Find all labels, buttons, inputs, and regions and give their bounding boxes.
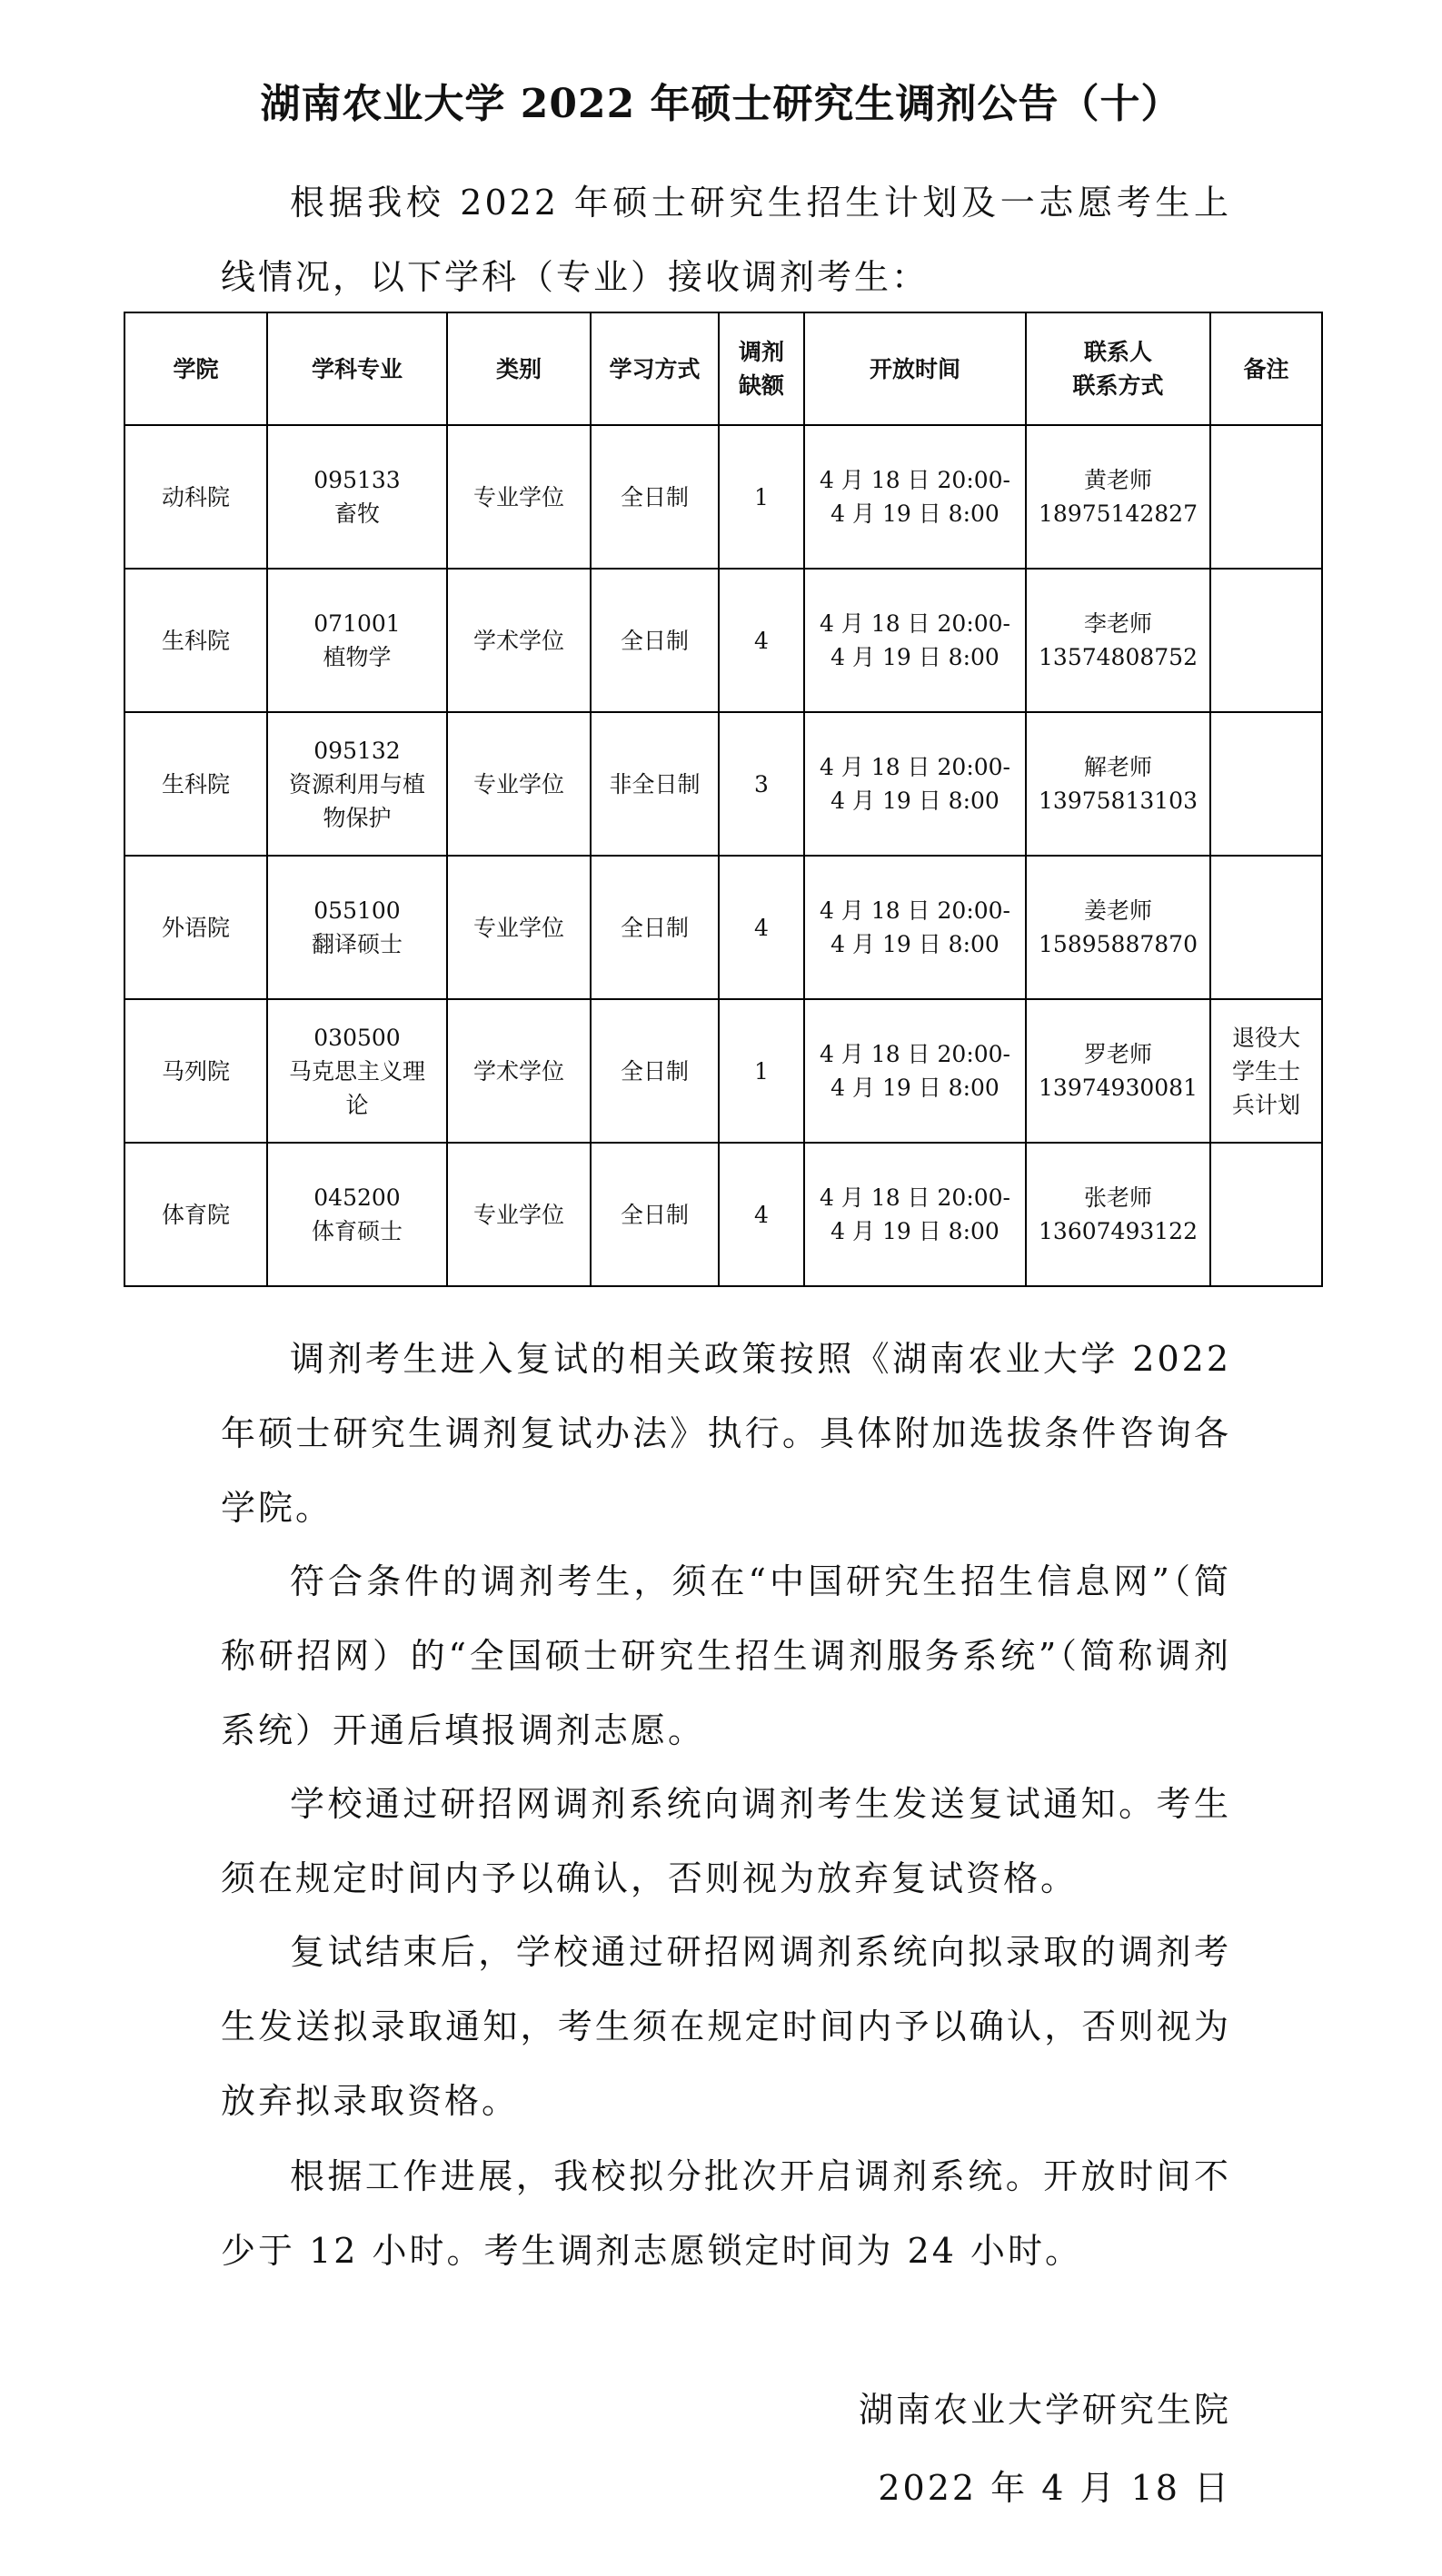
cell-mode: 全日制 xyxy=(591,999,719,1143)
cell-mode: 全日制 xyxy=(591,856,719,999)
header-note: 备注 xyxy=(1210,312,1322,425)
cell-college: 动科院 xyxy=(124,425,267,569)
cell-time: 4 月 18 日 20:00- 4 月 19 日 8:00 xyxy=(804,425,1026,569)
cell-quota: 1 xyxy=(719,425,804,569)
cell-time: 4 月 18 日 20:00- 4 月 19 日 8:00 xyxy=(804,712,1026,856)
header-college: 学院 xyxy=(124,312,267,425)
cell-note: 退役大 学生士 兵计划 xyxy=(1210,999,1322,1143)
cell-time: 4 月 18 日 20:00- 4 月 19 日 8:00 xyxy=(804,1143,1026,1286)
quota-table xyxy=(124,312,1323,1287)
signature-org: 湖南农业大学研究生院 xyxy=(858,2390,1231,2430)
cell-time: 4 月 18 日 20:00- 4 月 19 日 8:00 xyxy=(804,569,1026,712)
application-paragraph: 符合条件的调剂考生，须在“中国研究生招生信息网”（简称研招网）的“全国硕士研究生招生调剂服务系统”（简称调剂系统）开通后填报调剂志愿。 xyxy=(221,1561,1231,1750)
cell-contact: 罗老师 13974930081 xyxy=(1026,999,1210,1143)
page-title: 湖南农业大学 2022 年硕士研究生调剂公告（十） xyxy=(260,81,1182,127)
cell-note xyxy=(1210,425,1322,569)
cell-mode: 非全日制 xyxy=(591,712,719,856)
cell-type: 学术学位 xyxy=(447,569,591,712)
cell-quota: 1 xyxy=(719,999,804,1143)
intro-paragraph: 根据我校 2022 年硕士研究生招生计划及一志愿考生上线情况，以下学科（专业）接收调剂考生： xyxy=(221,183,1231,297)
admission-notice-paragraph: 复试结束后，学校通过研招网调剂系统向拟录取的调剂考生发送拟录取通知，考生须在规定时间内予以确认，否则视为放弃拟录取资格。 xyxy=(221,1932,1231,2121)
cell-quota: 4 xyxy=(719,856,804,999)
header-type: 类别 xyxy=(447,312,591,425)
cell-major: 045200 体育硕士 xyxy=(267,1143,447,1286)
cell-contact: 姜老师 15895887870 xyxy=(1026,856,1210,999)
policy-paragraph: 调剂考生进入复试的相关政策按照《湖南农业大学 2022 年硕士研究生调剂复试办法》执行。具体附加选拔条件咨询各学院。 xyxy=(221,1339,1231,1528)
table-header-row xyxy=(124,312,1322,425)
cell-college: 体育院 xyxy=(124,1143,267,1286)
cell-quota: 4 xyxy=(719,1143,804,1286)
cell-college: 外语院 xyxy=(124,856,267,999)
cell-contact: 李老师 13574808752 xyxy=(1026,569,1210,712)
cell-type: 专业学位 xyxy=(447,856,591,999)
table-row xyxy=(124,712,1322,856)
schedule-paragraph: 根据工作进展，我校拟分批次开启调剂系统。开放时间不少于 12 小时。考生调剂志愿锁定时间为 24 小时。 xyxy=(221,2156,1231,2271)
cell-type: 学术学位 xyxy=(447,999,591,1143)
cell-mode: 全日制 xyxy=(591,569,719,712)
retest-notice-paragraph: 学校通过研招网调剂系统向调剂考生发送复试通知。考生须在规定时间内予以确认，否则视为放弃复试资格。 xyxy=(221,1784,1231,1898)
cell-college: 生科院 xyxy=(124,569,267,712)
header-contact: 联系人 联系方式 xyxy=(1026,312,1210,425)
header-major: 学科专业 xyxy=(267,312,447,425)
cell-type: 专业学位 xyxy=(447,712,591,856)
cell-quota: 4 xyxy=(719,569,804,712)
cell-major: 055100 翻译硕士 xyxy=(267,856,447,999)
table-row xyxy=(124,1143,1322,1286)
table-row xyxy=(124,999,1322,1143)
cell-time: 4 月 18 日 20:00- 4 月 19 日 8:00 xyxy=(804,856,1026,999)
cell-major: 071001 植物学 xyxy=(267,569,447,712)
table-row xyxy=(124,425,1322,569)
cell-contact: 张老师 13607493122 xyxy=(1026,1143,1210,1286)
cell-quota: 3 xyxy=(719,712,804,856)
cell-college: 马列院 xyxy=(124,999,267,1143)
cell-type: 专业学位 xyxy=(447,425,591,569)
cell-major: 095133 畜牧 xyxy=(267,425,447,569)
header-time: 开放时间 xyxy=(804,312,1026,425)
cell-time: 4 月 18 日 20:00- 4 月 19 日 8:00 xyxy=(804,999,1026,1143)
cell-contact: 黄老师 18975142827 xyxy=(1026,425,1210,569)
cell-note xyxy=(1210,712,1322,856)
cell-mode: 全日制 xyxy=(591,425,719,569)
cell-major: 095132 资源利用与植 物保护 xyxy=(267,712,447,856)
header-quota: 调剂 缺额 xyxy=(719,312,804,425)
cell-note xyxy=(1210,569,1322,712)
cell-contact: 解老师 13975813103 xyxy=(1026,712,1210,856)
quota-table-body xyxy=(124,425,1322,1286)
cell-note xyxy=(1210,856,1322,999)
cell-college: 生科院 xyxy=(124,712,267,856)
cell-type: 专业学位 xyxy=(447,1143,591,1286)
cell-major: 030500 马克思主义理 论 xyxy=(267,999,447,1143)
signature-date: 2022 年 4 月 18 日 xyxy=(878,2468,1231,2508)
table-row xyxy=(124,856,1322,999)
header-mode: 学习方式 xyxy=(591,312,719,425)
cell-mode: 全日制 xyxy=(591,1143,719,1286)
cell-note xyxy=(1210,1143,1322,1286)
table-row xyxy=(124,569,1322,712)
